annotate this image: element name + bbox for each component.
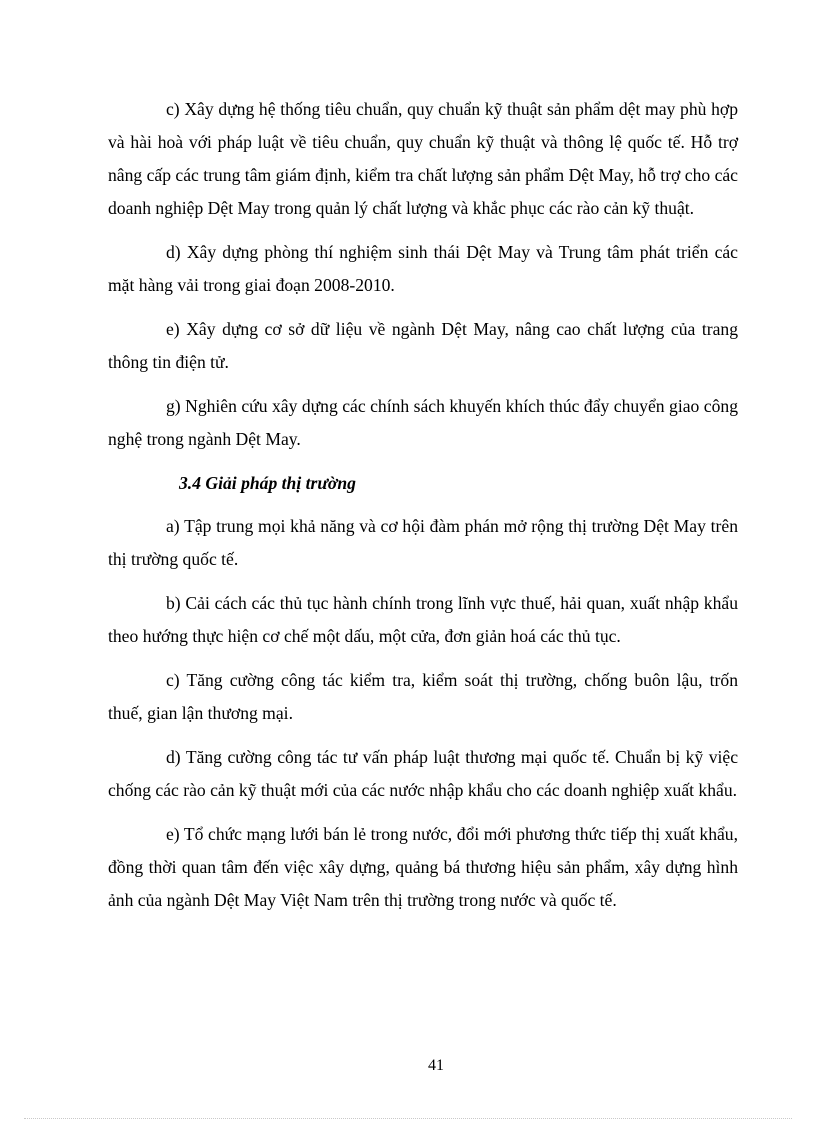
page-bottom-divider	[24, 1118, 792, 1119]
paragraph-g-technology-transfer: g) Nghiên cứu xây dựng các chính sách khuyến khích thúc đẩy chuyển giao công nghệ trong ngành Dệt May.	[108, 396, 738, 449]
paragraph-d-legal-consulting: d) Tăng cường công tác tư vấn pháp luật thương mại quốc tế. Chuẩn bị kỹ việc chống các rào cản kỹ thuật mới của các nước nhập khẩu cho các doanh nghiệp xuất khẩu.	[108, 747, 738, 800]
paragraph-c-market-control: c) Tăng cường công tác kiểm tra, kiểm soát thị trường, chống buôn lậu, trốn thuế, gian lận thương mại.	[108, 670, 738, 723]
section-heading-market-solutions: 3.4 Giải pháp thị trường	[179, 473, 356, 493]
paragraph-a-market-expansion: a) Tập trung mọi khả năng và cơ hội đàm phán mở rộng thị trường Dệt May trên thị trường quốc tế.	[108, 516, 738, 569]
paragraph-d-laboratory: d) Xây dựng phòng thí nghiệm sinh thái Dệt May và Trung tâm phát triển các mặt hàng vải trong giai đoạn 2008-2010.	[108, 242, 738, 295]
page-number: 41	[428, 1057, 444, 1074]
paragraph-e-database: e) Xây dựng cơ sở dữ liệu về ngành Dệt May, nâng cao chất lượng của trang thông tin điện tử.	[108, 319, 738, 372]
paragraph-c-standards: c) Xây dựng hệ thống tiêu chuẩn, quy chuẩn kỹ thuật sản phẩm dệt may phù hợp và hài hoà với pháp luật về tiêu chuẩn, quy chuẩn kỹ thuật và thông lệ quốc tế. Hỗ trợ nâng cấp các trung tâm giám định, kiểm tra chất lượng sản phẩm Dệt May, hỗ trợ cho các doanh nghiệp Dệt May trong quản lý chất lượng và khắc phục các rào cản kỹ thuật.	[108, 99, 738, 218]
page-body	[108, 93, 738, 928]
paragraph-e-retail-network: e) Tổ chức mạng lưới bán lẻ trong nước, đổi mới phương thức tiếp thị xuất khẩu, đồng thời quan tâm đến việc xây dựng, quảng bá thương hiệu sản phẩm, xây dựng hình ảnh của ngành Dệt May Việt Nam trên thị trường trong nước và quốc tế.	[108, 824, 738, 910]
paragraph-b-administrative-reform: b) Cải cách các thủ tục hành chính trong lĩnh vực thuế, hải quan, xuất nhập khẩu theo hướng thực hiện cơ chế một dấu, một cửa, đơn giản hoá các thủ tục.	[108, 593, 738, 646]
